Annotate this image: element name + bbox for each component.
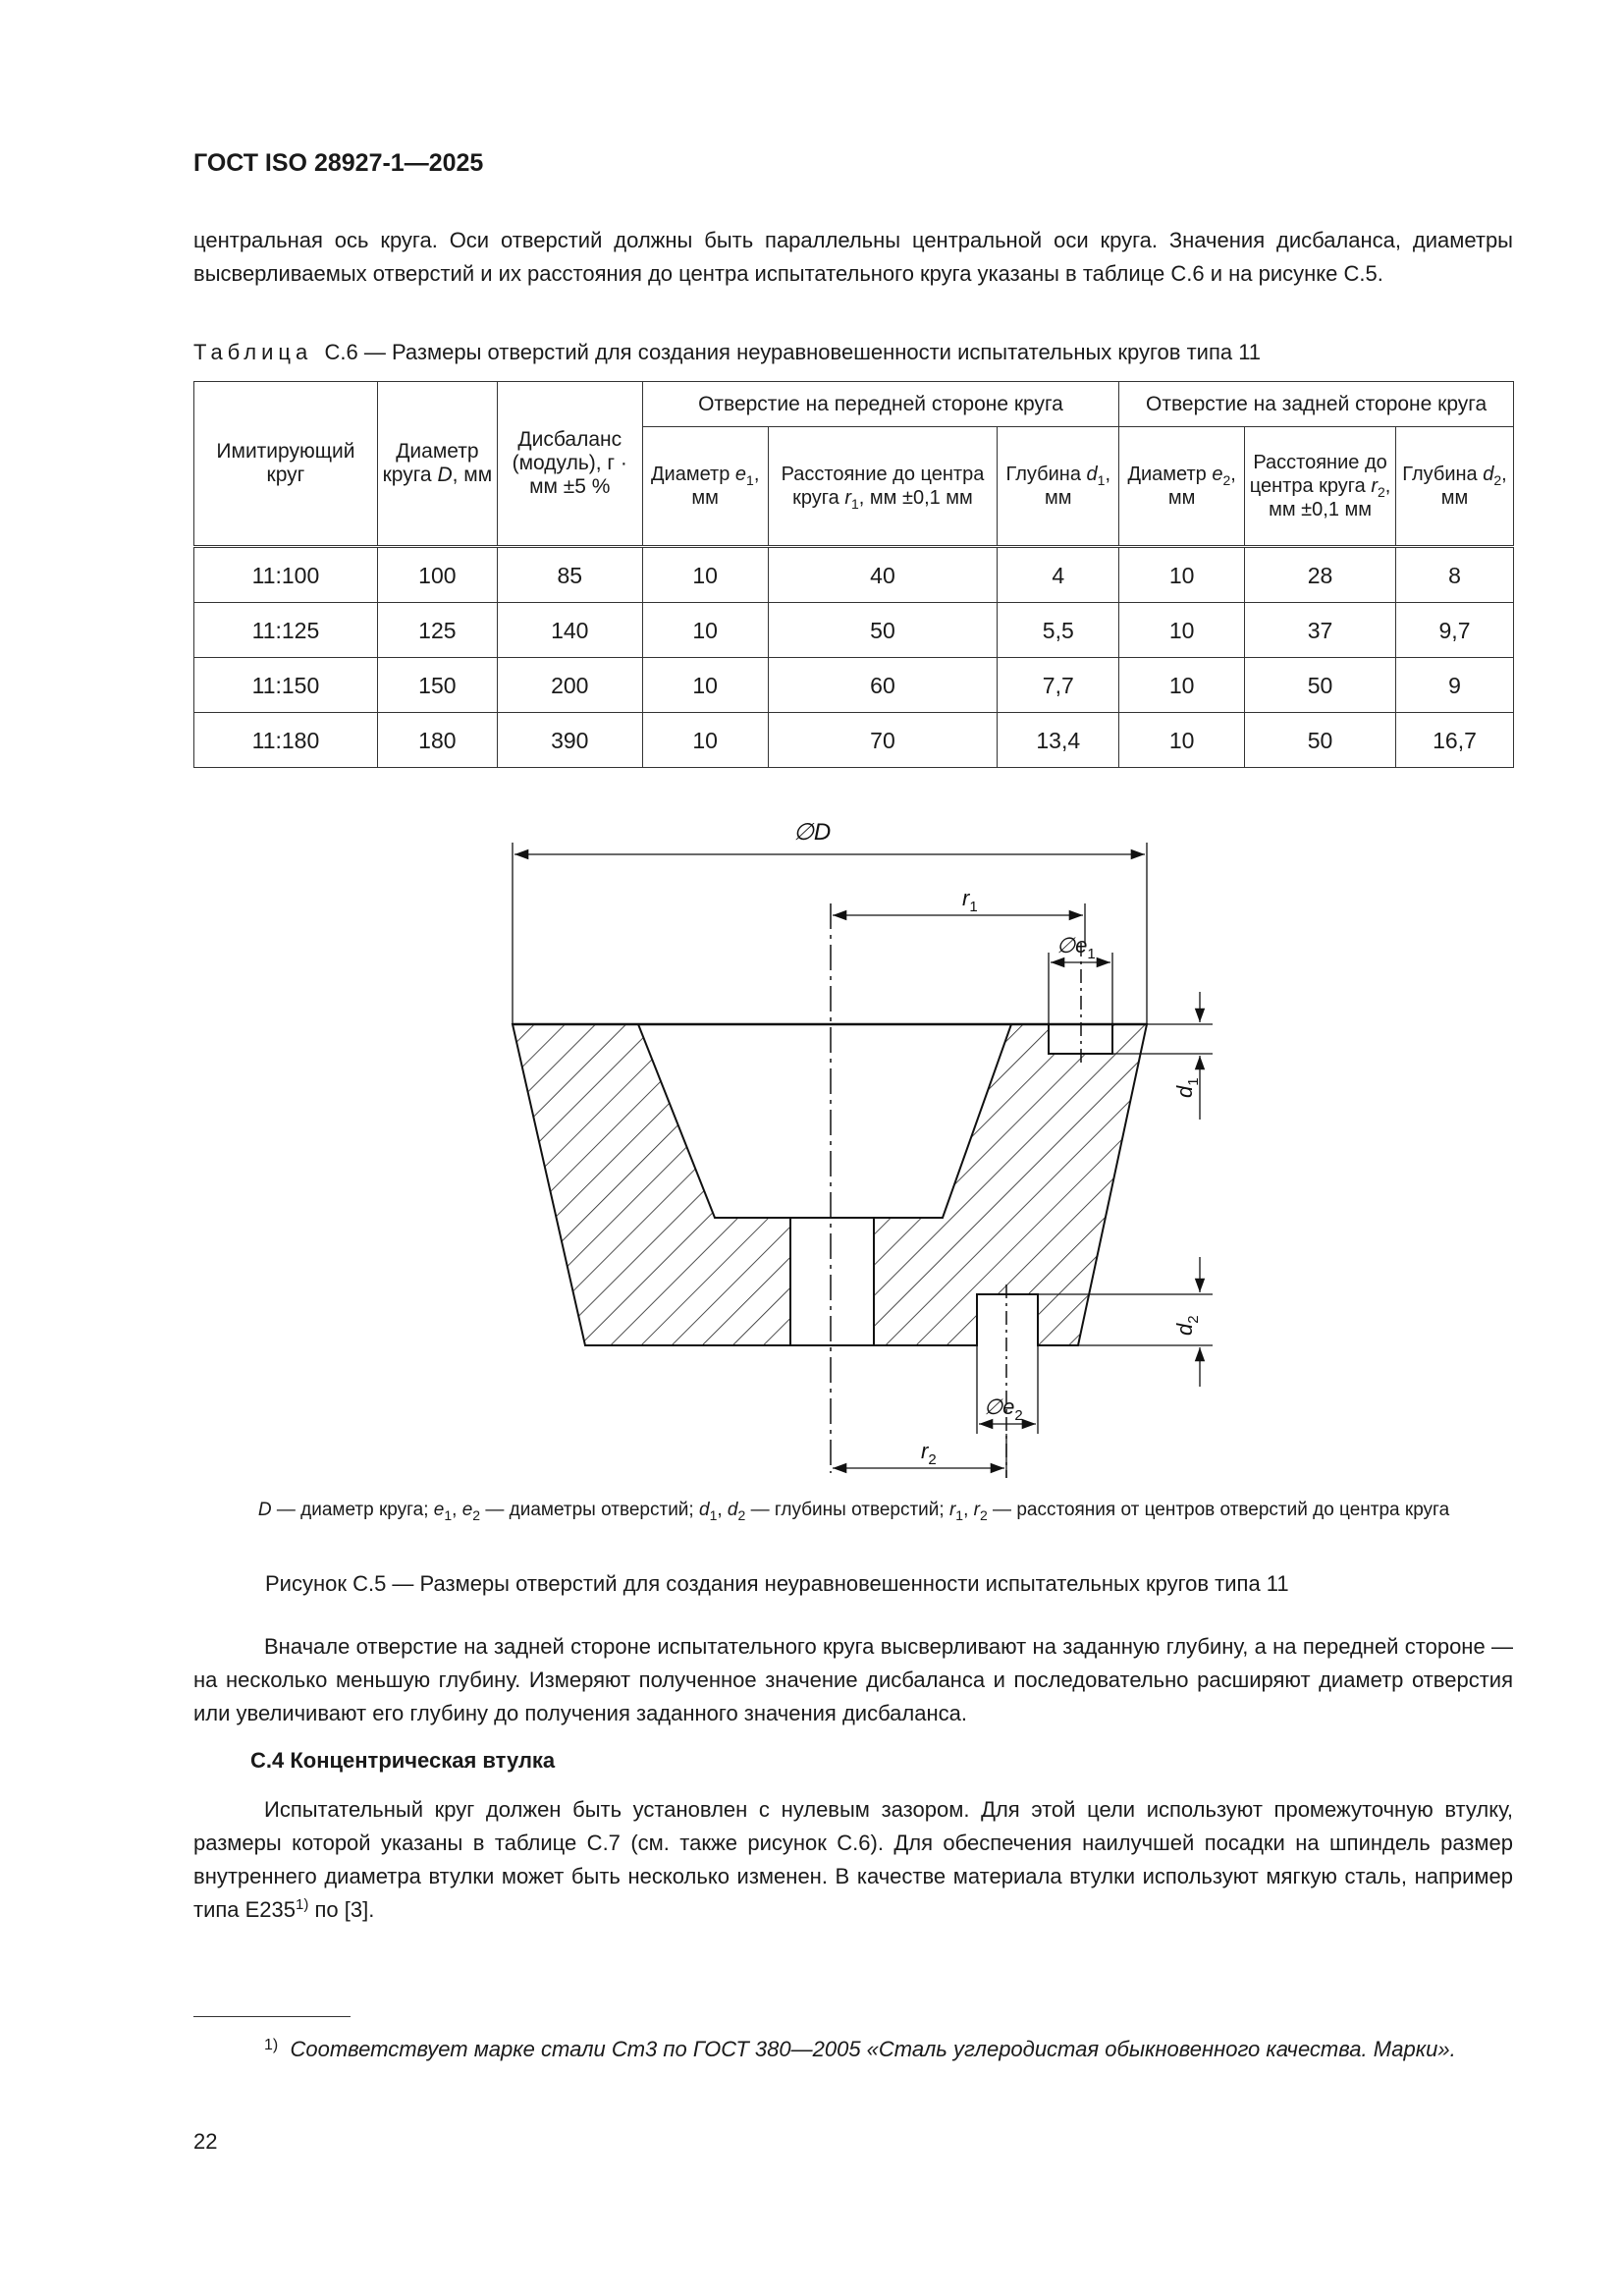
label-r2: $r_2$: [921, 1439, 937, 1468]
label-r1: $r_1$: [962, 886, 978, 915]
wheel-section-left: [513, 1024, 790, 1345]
header-group-front: Отверстие на передней стороне круга: [642, 382, 1118, 427]
page-number: 22: [193, 2129, 218, 2154]
header-back-distance: Расстояние до центра круга $r_2$, мм ±0,1 мм: [1245, 427, 1396, 547]
figure-legend: D — диаметр круга; $e_1$, $e_2$ — диаметры отверстий; $d_1$, $d_2$ — глубины отверстий; $r_1$, $r_2$ — расстояния от центров отверстий до центра круга: [257, 1500, 1450, 1523]
paragraph-bushing: Испытательный круг должен быть установлен с нулевым зазором. Для этой цели используют промежуточную втулку, размеры которой указаны в таблице С.7 (см. также рисунок С.6). Для обеспечения наилучшей посадки на шпиндель размер внутреннего диаметра втулки может быть несколько изменен. В качестве материала втулки используют мягкую сталь, например типа Е235$^{1)}$ по [3].: [193, 1797, 1513, 1922]
paragraph-procedure: Вначале отверстие на задней стороне испытательного круга высверливают на заданную глубину, а на передней стороне — на несколько меньшую глубину. Измеряют полученное значение дисбаланса и последовательно расширяют диаметр отверстия или увеличивают его глубину до получения заданного значения дисбаланса.: [193, 1634, 1513, 1725]
table-row: 11:180 180 390 10 70 13,4 10 50 16,7: [194, 713, 1514, 768]
wheel-drawing: [193, 805, 1514, 1493]
header-front-diameter: Диаметр $e_1$, мм: [642, 427, 768, 547]
table-caption: [193, 340, 1261, 365]
header-group-back: Отверстие на задней стороне круга: [1119, 382, 1514, 427]
table-caption-text: С.6 — Размеры отверстий для создания неуравновешенности испытательных кругов типа 11: [324, 340, 1262, 364]
intro-paragraph: центральная ось круга. Оси отверстий должны быть параллельны центральной оси круга. Значения дисбаланса, диаметры высверливаемых отверстий и их расстояния до центра испытательного круга указаны в таблице С.6 и на рисунке С.5.: [193, 228, 1513, 286]
header-front-distance: Расстояние до центра круга $r_1$, мм ±0,1 мм: [768, 427, 998, 547]
label-e2: $\emptyset e_2$: [984, 1394, 1023, 1424]
label-d1: $d_1$: [1172, 1077, 1202, 1098]
label-D: ∅D: [793, 819, 832, 846]
header-imbalance: Дисбаланс (модуль), г · мм ±5 %: [497, 382, 642, 547]
header-front-depth: Глубина $d_1$, мм: [998, 427, 1119, 547]
footnote-ref: 1): [296, 1896, 309, 1913]
footnote-text: Соответствует марке стали Ст3 по ГОСТ 380—2005 «Сталь углеродистая обыкновенного качества. Марки».: [290, 2037, 1456, 2061]
header-wheel: Имитирующий круг: [194, 382, 378, 547]
footnote: [193, 2029, 1513, 2066]
label-e1: $\emptyset e_1$: [1056, 933, 1096, 962]
header-back-depth: Глубина $d_2$, мм: [1396, 427, 1514, 547]
figure-caption: Рисунок С.5 — Размеры отверстий для создания неуравновешенности испытательных кругов типа 11: [265, 1571, 1289, 1596]
footnote-separator: [193, 2016, 351, 2017]
footnote-mark: 1): [264, 2037, 279, 2053]
header-back-diameter: Диаметр $e_2$, мм: [1119, 427, 1245, 547]
table-row: 11:125 125 140 10 50 5,5 10 37 9,7: [194, 603, 1514, 658]
document-header: ГОСТ ISO 28927-1—2025: [193, 149, 484, 177]
header-diameter: Диаметр круга D, мм: [377, 382, 497, 547]
section-heading: С.4 Концентрическая втулка: [250, 1748, 556, 1773]
label-d2: $d_2$: [1172, 1315, 1202, 1336]
wheel-section-right: [874, 1024, 1147, 1345]
table-row: 11:150 150 200 10 60 7,7 10 50 9: [194, 658, 1514, 713]
holes-table: [193, 381, 1514, 768]
table-row: 11:100 100 85 10 40 4 10 28 8: [194, 547, 1514, 603]
table-caption-prefix: Таблица: [193, 340, 313, 364]
